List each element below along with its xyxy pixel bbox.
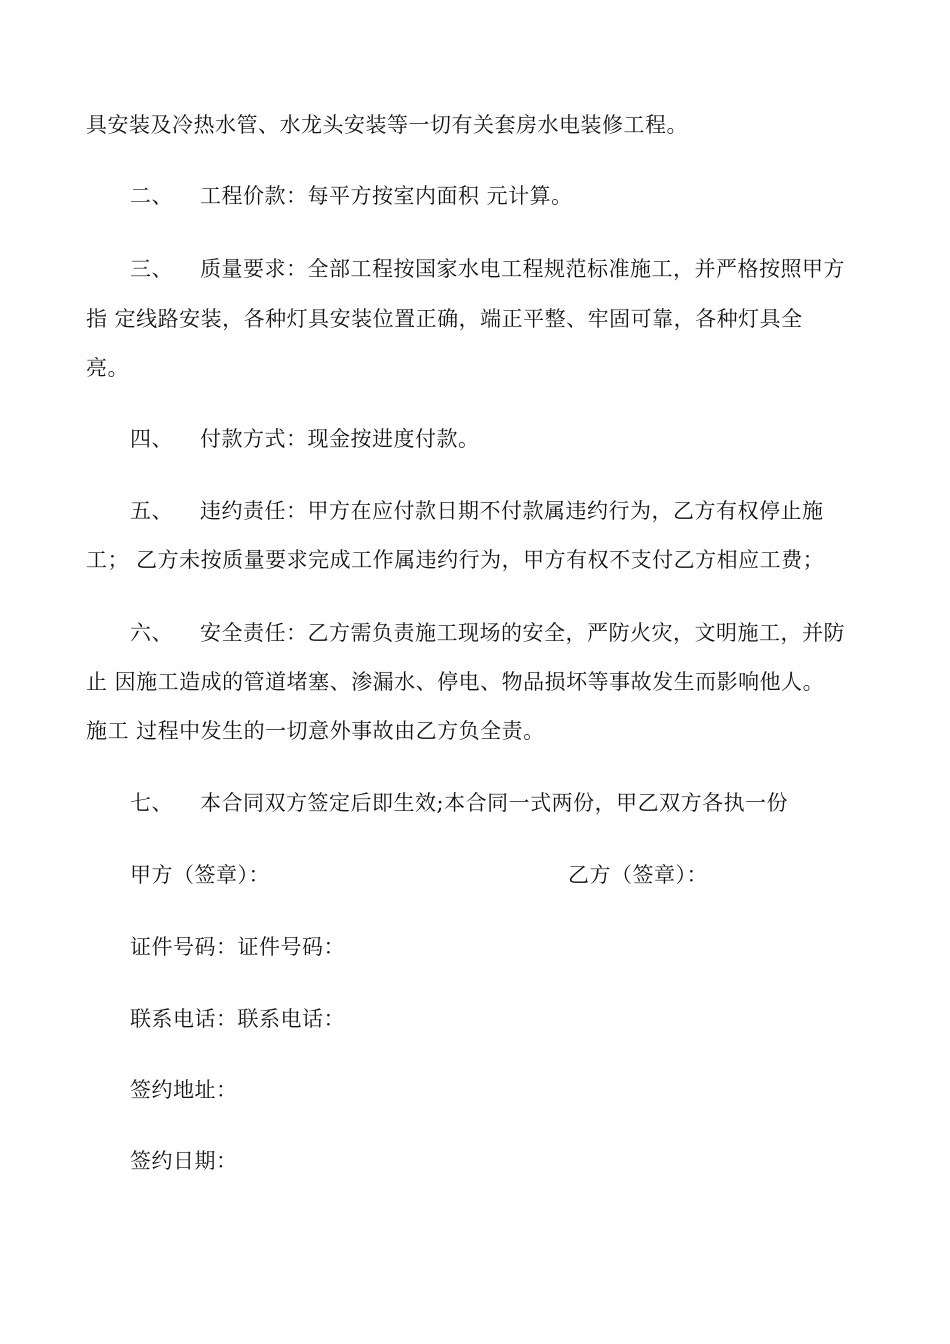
- clause-5-line-2: 工； 乙方未按质量要求完成工作属违约行为，甲方有权不支付乙方相应工费；: [86, 548, 825, 572]
- clause-text: 质量要求：全部工程按国家水电工程规范标准施工，并严格按照甲方: [200, 257, 845, 281]
- clause-number: 七、: [130, 791, 173, 815]
- date-field: 签约日期：: [130, 1149, 238, 1173]
- clause-5: [130, 496, 886, 526]
- clause-number: 五、: [130, 499, 173, 523]
- id-number-field: 证件号码：证件号码：: [130, 935, 345, 959]
- clause-3-line-3: 亮。: [86, 356, 129, 380]
- clause-text: 工程价款：每平方按室内面积 元计算。: [200, 184, 573, 208]
- clause-6-line-2: 止 因施工造成的管道堵塞、渗漏水、停电、物品损坏等事故发生而影响他人。: [86, 670, 825, 694]
- clause-6: [130, 618, 886, 648]
- phone-field: 联系电话：联系电话：: [130, 1007, 345, 1031]
- address-field: 签约地址：: [130, 1078, 238, 1102]
- clause-3-line-2: 指 定线路安装，各种灯具安装位置正确，端正平整、牢固可靠，各种灯具全: [86, 307, 803, 331]
- clause-text: 违约责任：甲方在应付款日期不付款属违约行为，乙方有权停止施: [200, 499, 824, 523]
- clause-number: 二、: [130, 184, 173, 208]
- party-a-signature: 甲方（签章）：: [130, 863, 270, 887]
- clause-2: [130, 181, 886, 211]
- clause-text: 付款方式：现金按进度付款。: [200, 427, 480, 451]
- clause-7: [130, 788, 886, 818]
- clause-text: 本合同双方签定后即生效;本合同一式两份，甲乙双方各执一份: [200, 791, 789, 815]
- clause-3: [130, 254, 886, 284]
- clause-number: 四、: [130, 427, 173, 451]
- clause-text: 安全责任：乙方需负责施工现场的安全，严防火灾，文明施工，并防: [200, 621, 845, 645]
- clause-6-line-3: 施工 过程中发生的一切意外事故由乙方负全责。: [86, 719, 545, 743]
- party-b-signature: 乙方（签章）：: [568, 863, 708, 887]
- clause-number: 六、: [130, 621, 173, 645]
- intro-line: 具安装及冷热水管、水龙头安装等一切有关套房水电装修工程。: [86, 113, 688, 137]
- clause-number: 三、: [130, 257, 173, 281]
- clause-4: [130, 424, 886, 454]
